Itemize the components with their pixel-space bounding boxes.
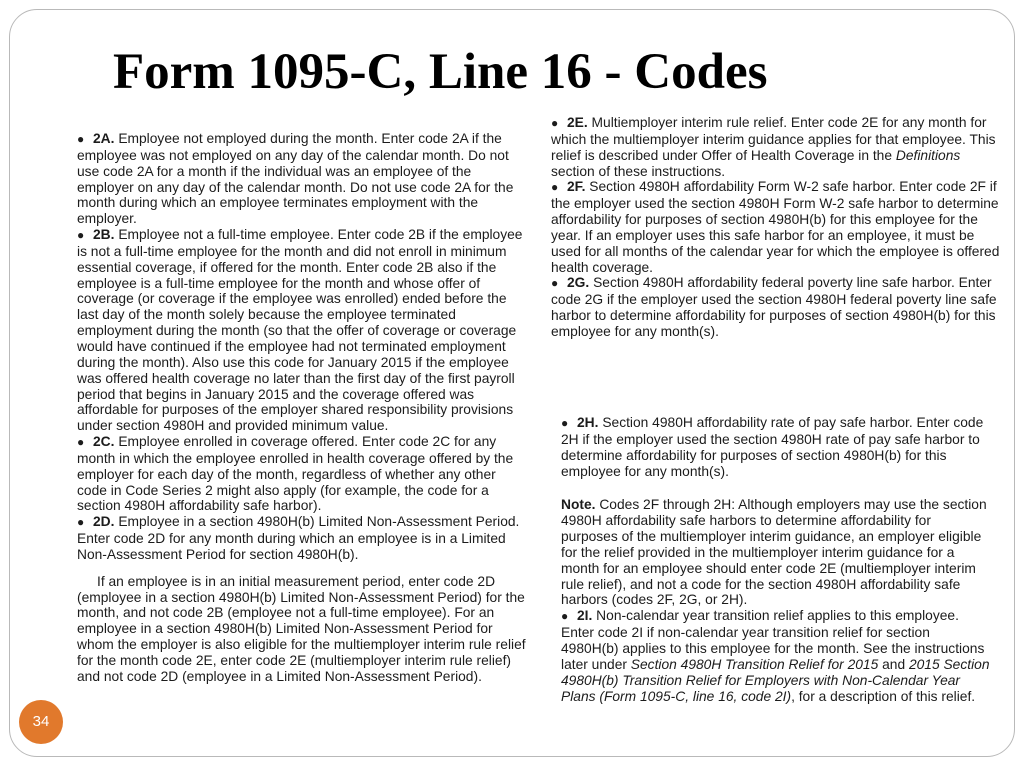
code-2f-item [551,179,1001,275]
bullet-icon: ● [77,228,85,243]
left-column [77,131,527,685]
page-number-badge: 34 [19,700,63,744]
code-2i-item [561,608,991,704]
code-2h-item [561,415,991,479]
code-description: Employee not a full-time employee. Enter code 2B if the employee is not a full-time employee for the month and did not enroll in minimum essential coverage, if offered for the month. Enter code 2B also if the employee is a full-time employee for the month and whose offer of coverage (or coverage if the employee was enrolled) ended before the last day of the month solely because the employee terminated employment during the month (so that the offer of coverage or coverage would have continued if the employee had not terminated employment during the month). Also use this code for January 2015 if the employee was offered health coverage no later than the first day of the first payroll period that begins in January 2015 and the coverage offered was affordable for purposes of the employer shared responsibility provisions under section 4980H and provided minimum value. [77,227,523,434]
code-label: 2I. [577,608,593,624]
code-description: Section 4980H affordability Form W-2 safe harbor. Enter code 2F if the employer used the section 4980H Form W-2 safe harbor to determine affordability for purposes of section 4980H(b) for this employee for the year. If an employer uses this safe harbor for an employee, it must be used for all months of the calendar year for which the employee is offered health coverage. [551,179,1000,275]
code-label: 2F. [567,179,586,195]
code-description: Section 4980H affordability federal poverty line safe harbor. Enter code 2G if the employer used the section 4980H federal poverty line safe harbor to determine affordability for purposes of section 4980H(b) for this employee for any month(s). [551,275,997,339]
bullet-icon: ● [77,435,85,450]
bullet-icon: ● [551,276,559,291]
code-description: Section 4980H affordability rate of pay safe harbor. Enter code 2H if the employer used the section 4980H rate of pay safe harbor to determine affordability for purposes of section 4980H(b) for this employee for any month(s). [561,415,984,479]
code-description: Non-calendar year transition relief applies to this employee. Enter code 2I if non-calendar year transition relief for section 4980H(b) applies to this employee for the month. See the instructions later under [561,608,985,672]
bullet-icon: ● [561,609,569,624]
code-description: Multiemployer interim rule relief. Enter code 2E for any month for which the multiemployer interim guidance applies for that employee. This relief is described under Offer of Health Coverage in the [551,115,996,163]
code-2g-item [551,275,1001,339]
code-2e-item [551,115,1001,179]
definitions-reference: Definitions [895,147,961,163]
right-column-bottom [561,415,991,704]
code-label: 2H. [577,415,599,430]
bullet-icon: ● [77,132,85,146]
non-calendar-relief-reference: 2015 Section 4980H(b) Transition Relief for Employers with Non-Calendar Year Plans (Form 1095-C, line 16, code 2I) [561,656,990,704]
code-label: 2G. [567,275,590,291]
note-text: Codes 2F through 2H: Although employers may use the section 4980H affordability safe harbors to determine affordability for purposes of the multiemployer interim guidance, an employer eligible for the relief provided in the multiemployer interim guidance for a month for an employee should enter code 2E (multiemployer interim rule relief), and not a code for the section 4980H affordability safe harbors (codes 2F, 2G, or 2H). [561,497,987,608]
code-label: 2C. [93,434,115,450]
code-2c-item [77,434,527,514]
code-description: Employee in a section 4980H(b) Limited Non-Assessment Period. Enter code 2D for any month during which an employee is in a Limited Non-Assessment Period for section 4980H(b). [77,514,520,562]
transition-relief-reference: Section 4980H Transition Relief for 2015 [630,656,879,672]
code-description: Employee enrolled in coverage offered. Enter code 2C for any month in which the employee enrolled in health coverage offered by the employer for each day of the month, regardless of whether any other code in Code Series 2 might also apply (for example, the code for a section 4980H affordability safe harbor). [77,434,514,514]
bullet-icon: ● [551,116,559,130]
code-description-mid: and [878,656,909,672]
spacer [561,479,991,497]
code-description-end: section of these instructions. [551,163,726,179]
bullet-icon: ● [561,416,569,430]
bullet-icon: ● [77,515,85,530]
code-label: 2A. [93,131,115,146]
code-description-end: , for a description of this relief. [791,688,976,704]
measurement-period-paragraph: If an employee is in an initial measurement period, enter code 2D (employee in a section 4980H(b) Limited Non-Assessment Period) for the month, and not code 2B (employee not a full-time employee). For an employee in a section 4980H(b) Limited Non-Assessment Period for whom the employer is also eligible for the multiemployer interim rule relief for the month code 2E, enter code 2E (multiemployer interim rule relief) and not code 2D (employee in a Limited Non-Assessment Period). [77,573,526,684]
code-description: Employee not employed during the month. Enter code 2A if the employee was not employed on any day of the calendar month. Do not use code 2A for a month if the individual was an employee of the employer on any day of the calendar month. Do not use code 2A for the month during which an employee terminates employment with the employer. [77,131,514,227]
code-label: 2D. [93,514,115,530]
code-label: 2E. [567,115,588,130]
note-label: Note. [561,497,596,513]
code-2b-item [77,227,527,434]
code-label: 2B. [93,227,115,243]
spacer [77,563,527,574]
bullet-icon: ● [551,180,559,195]
code-2a-item [77,131,527,227]
note-paragraph [561,497,991,608]
code-2d-item [77,514,527,563]
right-column-top [551,115,1001,340]
slide-title: Form 1095-C, Line 16 - Codes [113,44,768,100]
